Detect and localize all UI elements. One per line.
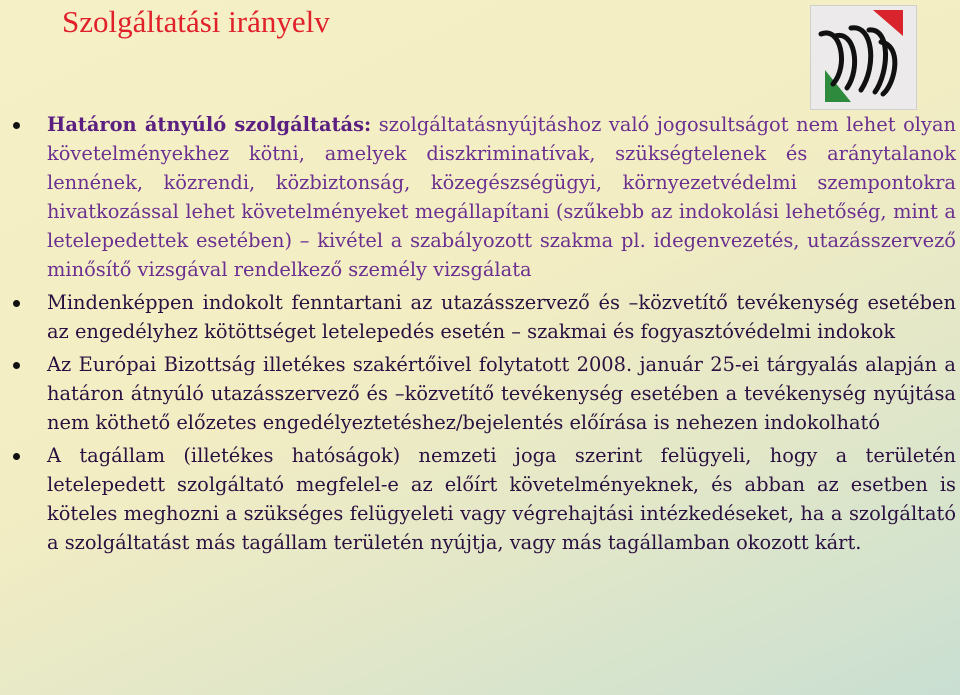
page-title: Szolgáltatási irányelv: [62, 4, 330, 39]
bullet-text: Az Európai Bizottság illetékes szakértőivel folytatott 2008. január 25-ei tárgyalás alapján a határon átnyúló utazásszervező és –közvetítő tevékenység esetében a tevékenység nyújtása nem köthető előzetes engedélyeztetéshez/bejelentés előírása is nehezen indokolható: [47, 353, 956, 434]
bullet-text: Mindenképpen indokolt fenntartani az utazásszervező és –közvetítő tevékenység esetében az engedélyhez kötöttséget letelepedés esetén – szakmai és fogyasztóvédelmi indokok: [47, 291, 956, 343]
bullet-lead: Határon átnyúló szolgáltatás:: [47, 113, 372, 136]
bullet-list: [47, 110, 956, 561]
bullet-icon: [13, 122, 20, 129]
bullet-icon: [13, 300, 20, 307]
list-item: [47, 110, 956, 284]
bullet-icon: [13, 453, 20, 460]
bullet-icon: [13, 362, 20, 369]
list-item: [47, 441, 956, 557]
list-item: [47, 288, 956, 346]
list-item: [47, 350, 956, 437]
company-logo-icon: [811, 6, 916, 109]
bullet-text: szolgáltatásnyújtáshoz való jogosultságot nem lehet olyan követelményekhez kötni, amelyek diszkriminatívak, szükségtelenek és aránytalanok lennének, közrendi, közbiztonság, közegészségügyi, környezetvédelmi szempontokra hivatkozással lehet követelményeket megállapítani (szűkebb az indokolási lehetőség, mint a letelepedettek esetében) – kivétel a szabályozott szakma pl. idegenvezetés, utazásszervező minősítő vizsgával rendelkező személy vizsgálata: [47, 113, 956, 281]
company-logo: [810, 5, 917, 110]
bullet-text: A tagállam (illetékes hatóságok) nemzeti joga szerint felügyeli, hogy a területén letelepedett szolgáltató megfelel-e az előírt követelményeknek, és abban az esetben is köteles meghozni a szükséges felügyeleti vagy végrehajtási intézkedéseket, ha a szolgáltató a szolgáltatást más tagállam területén nyújtja, vagy más tagállamban okozott kárt.: [47, 444, 956, 554]
